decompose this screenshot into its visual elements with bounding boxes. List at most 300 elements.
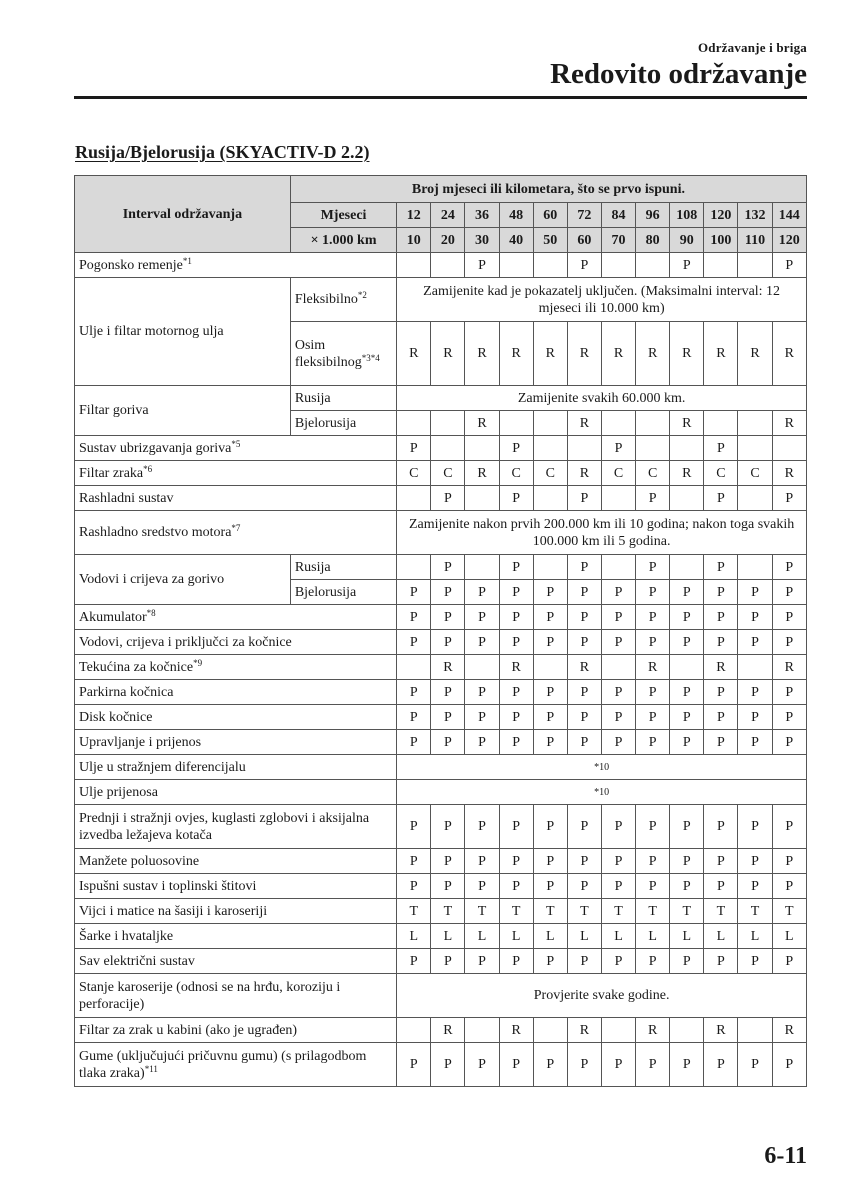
schedule-cell: R <box>772 1018 806 1043</box>
schedule-cell <box>670 1018 704 1043</box>
months-value: 72 <box>567 203 601 228</box>
item-label: Rashladni sustav <box>75 486 397 511</box>
schedule-cell: P <box>670 1043 704 1087</box>
footnote-marker: *9 <box>193 657 203 668</box>
schedule-cell: P <box>397 874 431 899</box>
item-label: Parkirna kočnica <box>75 680 397 705</box>
schedule-cell: R <box>636 1018 670 1043</box>
schedule-cell: P <box>670 730 704 755</box>
schedule-cell: C <box>499 461 533 486</box>
schedule-cell: P <box>397 605 431 630</box>
schedule-cell <box>465 486 499 511</box>
item-label: Pogonsko remenje$^{*1}$ <box>75 253 397 278</box>
schedule-cell: P <box>738 730 772 755</box>
schedule-cell <box>738 555 772 580</box>
section-title: Rusija/Bjelorusija (SKYACTIV-D 2.2) <box>75 142 370 162</box>
schedule-cell: P <box>636 805 670 849</box>
item-label: Filtar za zrak u kabini (ako je ugrađen) <box>75 1018 397 1043</box>
schedule-cell: P <box>431 949 465 974</box>
schedule-cell: P <box>704 874 738 899</box>
schedule-cell: P <box>704 805 738 849</box>
schedule-cell: T <box>670 899 704 924</box>
schedule-cell: R <box>772 461 806 486</box>
schedule-cell: P <box>636 849 670 874</box>
interval-note: Zamijenite nakon prvih 200.000 km ili 10 godina; nakon toga svakih 100.000 km ili 5 godina. <box>397 511 807 555</box>
schedule-cell: T <box>636 899 670 924</box>
schedule-cell <box>465 1018 499 1043</box>
schedule-cell: P <box>533 1043 567 1087</box>
schedule-cell: P <box>397 630 431 655</box>
schedule-cell: P <box>533 580 567 605</box>
schedule-cell: T <box>772 899 806 924</box>
schedule-cell: R <box>567 655 601 680</box>
schedule-cell: T <box>533 899 567 924</box>
schedule-cell <box>499 253 533 278</box>
maintenance-schedule-table <box>74 175 807 1087</box>
schedule-cell: P <box>601 705 635 730</box>
schedule-cell <box>670 655 704 680</box>
interval-note: Zamijenite kad je pokazatelj uključen. (Maksimalni interval: 12 mjeseci ili 10.000 km) <box>397 278 807 322</box>
months-value: 36 <box>465 203 499 228</box>
schedule-cell <box>533 486 567 511</box>
footnote-marker: *8 <box>146 607 156 618</box>
schedule-cell: P <box>465 849 499 874</box>
schedule-cell: P <box>533 705 567 730</box>
schedule-cell: P <box>772 605 806 630</box>
schedule-cell: C <box>533 461 567 486</box>
schedule-cell: C <box>601 461 635 486</box>
schedule-cell: P <box>431 705 465 730</box>
schedule-cell: R <box>704 322 738 386</box>
schedule-cell: R <box>567 322 601 386</box>
months-value: 144 <box>772 203 806 228</box>
km-value: 120 <box>772 228 806 253</box>
schedule-cell <box>567 436 601 461</box>
schedule-cell: R <box>465 322 499 386</box>
schedule-cell <box>499 411 533 436</box>
schedule-cell: P <box>772 805 806 849</box>
item-label: Sav električni sustav <box>75 949 397 974</box>
schedule-cell <box>738 436 772 461</box>
schedule-cell: P <box>670 580 704 605</box>
schedule-cell: P <box>397 705 431 730</box>
footnote-marker: *3*4 <box>361 352 380 363</box>
schedule-cell: C <box>636 461 670 486</box>
schedule-cell: P <box>567 486 601 511</box>
schedule-cell: P <box>772 555 806 580</box>
schedule-cell: P <box>397 805 431 849</box>
schedule-cell: P <box>533 630 567 655</box>
schedule-cell <box>601 655 635 680</box>
schedule-cell: L <box>431 924 465 949</box>
months-value: 48 <box>499 203 533 228</box>
schedule-cell: P <box>738 705 772 730</box>
schedule-cell: R <box>670 461 704 486</box>
schedule-cell: P <box>567 253 601 278</box>
schedule-cell: R <box>431 655 465 680</box>
schedule-cell: P <box>601 805 635 849</box>
schedule-cell: P <box>636 949 670 974</box>
schedule-cell: P <box>397 1043 431 1087</box>
schedule-cell: T <box>465 899 499 924</box>
schedule-cell: P <box>636 730 670 755</box>
schedule-cell: T <box>499 899 533 924</box>
schedule-cell: P <box>465 680 499 705</box>
schedule-cell: P <box>704 555 738 580</box>
schedule-cell: T <box>601 899 635 924</box>
schedule-cell: P <box>465 580 499 605</box>
schedule-cell: P <box>499 949 533 974</box>
schedule-cell: P <box>772 253 806 278</box>
footnote-reference: *10 <box>397 755 807 780</box>
running-header-section: Održavanje i briga <box>697 40 807 55</box>
subitem-label: Osim fleksibilnog$^{*3*4}$ <box>290 322 396 386</box>
item-label: Manžete poluosovine <box>75 849 397 874</box>
item-label: Gume (uključujući pričuvnu gumu) (s prilagodbom tlaka zraka)$^{*11}$ <box>75 1043 397 1087</box>
schedule-cell: P <box>465 705 499 730</box>
schedule-cell: C <box>397 461 431 486</box>
schedule-cell: P <box>772 680 806 705</box>
schedule-cell: P <box>499 705 533 730</box>
schedule-cell: R <box>465 461 499 486</box>
km-value: 40 <box>499 228 533 253</box>
schedule-cell: T <box>704 899 738 924</box>
schedule-cell: P <box>738 805 772 849</box>
schedule-cell: P <box>601 580 635 605</box>
schedule-cell: P <box>499 1043 533 1087</box>
schedule-cell: P <box>397 949 431 974</box>
schedule-cell: P <box>772 874 806 899</box>
schedule-cell <box>533 555 567 580</box>
schedule-cell: P <box>465 949 499 974</box>
schedule-cell: P <box>772 486 806 511</box>
schedule-cell: P <box>704 436 738 461</box>
interval-header: Interval održavanja <box>75 176 291 253</box>
schedule-cell: P <box>738 630 772 655</box>
months-value: 132 <box>738 203 772 228</box>
months-value: 60 <box>533 203 567 228</box>
footnote-marker: *6 <box>143 463 153 474</box>
footnote-marker: *11 <box>144 1063 158 1074</box>
schedule-cell: P <box>465 630 499 655</box>
schedule-cell: P <box>738 605 772 630</box>
schedule-cell <box>670 436 704 461</box>
km-value: 110 <box>738 228 772 253</box>
schedule-cell: L <box>704 924 738 949</box>
schedule-cell: P <box>397 436 431 461</box>
schedule-cell: P <box>772 730 806 755</box>
months-value: 108 <box>670 203 704 228</box>
months-value: 12 <box>397 203 431 228</box>
schedule-cell: P <box>636 580 670 605</box>
schedule-cell: P <box>567 555 601 580</box>
schedule-cell: P <box>567 580 601 605</box>
schedule-cell <box>465 655 499 680</box>
schedule-cell: P <box>499 580 533 605</box>
schedule-cell: L <box>601 924 635 949</box>
km-value: 30 <box>465 228 499 253</box>
schedule-cell <box>772 436 806 461</box>
schedule-cell <box>601 411 635 436</box>
schedule-cell <box>601 1018 635 1043</box>
schedule-cell: P <box>772 580 806 605</box>
schedule-cell <box>738 486 772 511</box>
schedule-cell <box>636 253 670 278</box>
schedule-cell: P <box>567 630 601 655</box>
schedule-cell: P <box>499 630 533 655</box>
schedule-cell: P <box>499 555 533 580</box>
schedule-cell: T <box>738 899 772 924</box>
schedule-cell: L <box>567 924 601 949</box>
schedule-cell <box>397 486 431 511</box>
schedule-cell <box>431 436 465 461</box>
schedule-cell <box>397 555 431 580</box>
schedule-cell: R <box>567 461 601 486</box>
item-label: Vodovi, crijeva i priključci za kočnice <box>75 630 397 655</box>
interval-description-header: Broj mjeseci ili kilometara, što se prvo ispuni. <box>290 176 806 203</box>
item-label: Akumulator$^{*8}$ <box>75 605 397 630</box>
footnote-marker: *2 <box>357 290 367 300</box>
schedule-cell: P <box>499 730 533 755</box>
months-value: 96 <box>636 203 670 228</box>
schedule-cell: P <box>636 705 670 730</box>
item-label: Filtar goriva <box>75 386 291 436</box>
schedule-cell: P <box>465 253 499 278</box>
schedule-cell: P <box>704 580 738 605</box>
schedule-cell: R <box>499 655 533 680</box>
schedule-cell: P <box>670 874 704 899</box>
months-value: 24 <box>431 203 465 228</box>
schedule-cell: P <box>704 630 738 655</box>
km-label: × 1.000 km <box>290 228 396 253</box>
schedule-cell: P <box>601 730 635 755</box>
schedule-cell: P <box>772 949 806 974</box>
schedule-cell: P <box>499 874 533 899</box>
schedule-cell: L <box>397 924 431 949</box>
schedule-cell: P <box>499 805 533 849</box>
schedule-cell: P <box>567 605 601 630</box>
schedule-cell: R <box>431 322 465 386</box>
schedule-cell: P <box>499 849 533 874</box>
schedule-cell: P <box>465 1043 499 1087</box>
schedule-cell <box>431 411 465 436</box>
schedule-cell <box>738 1018 772 1043</box>
schedule-cell: R <box>738 322 772 386</box>
months-label: Mjeseci <box>290 203 396 228</box>
km-value: 50 <box>533 228 567 253</box>
item-label: Vodovi i crijeva za gorivo <box>75 555 291 605</box>
schedule-cell: P <box>738 849 772 874</box>
schedule-cell <box>533 411 567 436</box>
item-label: Vijci i matice na šasiji i karoseriji <box>75 899 397 924</box>
schedule-cell: P <box>533 874 567 899</box>
km-value: 70 <box>601 228 635 253</box>
schedule-cell: T <box>431 899 465 924</box>
schedule-cell: L <box>738 924 772 949</box>
schedule-cell <box>431 253 465 278</box>
months-value: 84 <box>601 203 635 228</box>
schedule-cell: P <box>431 580 465 605</box>
schedule-cell: L <box>465 924 499 949</box>
subitem-label: Rusija <box>290 555 396 580</box>
schedule-cell: P <box>738 874 772 899</box>
schedule-cell <box>465 555 499 580</box>
km-value: 60 <box>567 228 601 253</box>
schedule-cell: R <box>499 322 533 386</box>
schedule-cell: P <box>465 874 499 899</box>
schedule-cell: P <box>431 874 465 899</box>
months-value: 120 <box>704 203 738 228</box>
schedule-cell: P <box>601 680 635 705</box>
schedule-cell: C <box>704 461 738 486</box>
schedule-cell: P <box>704 849 738 874</box>
schedule-cell: P <box>636 486 670 511</box>
schedule-cell: R <box>670 322 704 386</box>
subitem-label: Rusija <box>290 386 396 411</box>
schedule-cell: P <box>636 605 670 630</box>
schedule-cell: R <box>397 322 431 386</box>
schedule-cell: C <box>431 461 465 486</box>
schedule-cell: P <box>636 874 670 899</box>
subitem-label: Bjelorusija <box>290 580 396 605</box>
schedule-cell <box>601 486 635 511</box>
schedule-cell <box>704 411 738 436</box>
schedule-cell: P <box>601 436 635 461</box>
schedule-cell: P <box>738 680 772 705</box>
schedule-cell: P <box>704 486 738 511</box>
page-number: 6-11 <box>764 1143 807 1169</box>
footnote-marker: *5 <box>231 438 241 449</box>
schedule-cell: P <box>499 436 533 461</box>
km-value: 10 <box>397 228 431 253</box>
schedule-cell: P <box>431 486 465 511</box>
schedule-cell <box>670 486 704 511</box>
schedule-cell: R <box>567 1018 601 1043</box>
schedule-cell: P <box>636 680 670 705</box>
schedule-cell: R <box>431 1018 465 1043</box>
schedule-cell <box>738 655 772 680</box>
schedule-cell: L <box>772 924 806 949</box>
schedule-cell: P <box>431 605 465 630</box>
subitem-label: Bjelorusija <box>290 411 396 436</box>
schedule-cell: P <box>772 849 806 874</box>
schedule-cell: P <box>499 486 533 511</box>
schedule-cell: P <box>465 805 499 849</box>
schedule-cell <box>704 253 738 278</box>
schedule-cell: P <box>499 680 533 705</box>
item-label: Ispušni sustav i toplinski štitovi <box>75 874 397 899</box>
schedule-cell <box>465 436 499 461</box>
item-label: Stanje karoserije (odnosi se na hrđu, koroziju i perforacije) <box>75 974 397 1018</box>
schedule-cell: P <box>601 1043 635 1087</box>
schedule-cell: P <box>533 730 567 755</box>
schedule-cell <box>397 655 431 680</box>
schedule-cell <box>636 436 670 461</box>
item-label: Šarke i hvataljke <box>75 924 397 949</box>
km-value: 100 <box>704 228 738 253</box>
schedule-cell: T <box>567 899 601 924</box>
schedule-cell: P <box>636 630 670 655</box>
km-value: 90 <box>670 228 704 253</box>
schedule-cell <box>738 253 772 278</box>
schedule-cell: R <box>704 1018 738 1043</box>
schedule-cell: L <box>636 924 670 949</box>
page-title: Redovito održavanje <box>550 58 807 90</box>
schedule-cell: T <box>397 899 431 924</box>
schedule-cell: R <box>772 322 806 386</box>
schedule-cell: P <box>738 1043 772 1087</box>
schedule-cell: P <box>397 680 431 705</box>
schedule-cell: P <box>567 805 601 849</box>
schedule-cell: P <box>738 949 772 974</box>
schedule-cell <box>533 1018 567 1043</box>
schedule-cell: P <box>431 1043 465 1087</box>
schedule-cell: P <box>772 1043 806 1087</box>
schedule-cell: P <box>704 730 738 755</box>
schedule-cell <box>601 555 635 580</box>
schedule-cell <box>636 411 670 436</box>
schedule-cell <box>397 411 431 436</box>
schedule-cell: P <box>670 253 704 278</box>
schedule-cell: P <box>533 849 567 874</box>
schedule-cell: P <box>670 630 704 655</box>
schedule-cell: C <box>738 461 772 486</box>
schedule-cell: R <box>499 1018 533 1043</box>
item-label: Tekućina za kočnice$^{*9}$ <box>75 655 397 680</box>
footnote-reference: *10 <box>397 780 807 805</box>
item-label: Ulje u stražnjem diferencijalu <box>75 755 397 780</box>
item-label: Filtar zraka$^{*6}$ <box>75 461 397 486</box>
schedule-cell: P <box>636 555 670 580</box>
schedule-cell: P <box>431 849 465 874</box>
schedule-cell: P <box>397 580 431 605</box>
schedule-cell: P <box>533 680 567 705</box>
km-value: 80 <box>636 228 670 253</box>
schedule-cell: P <box>431 555 465 580</box>
schedule-cell: P <box>704 1043 738 1087</box>
schedule-cell: P <box>397 849 431 874</box>
schedule-cell: P <box>704 705 738 730</box>
schedule-cell: P <box>670 849 704 874</box>
schedule-cell <box>533 436 567 461</box>
schedule-cell: P <box>636 1043 670 1087</box>
schedule-cell: P <box>601 874 635 899</box>
schedule-cell: R <box>533 322 567 386</box>
schedule-cell: P <box>567 680 601 705</box>
schedule-cell: P <box>704 680 738 705</box>
schedule-cell: P <box>670 680 704 705</box>
schedule-cell: P <box>567 1043 601 1087</box>
subitem-label: Fleksibilno$^{*2}$ <box>290 278 396 322</box>
schedule-cell: R <box>601 322 635 386</box>
schedule-cell: P <box>738 580 772 605</box>
schedule-cell: R <box>772 655 806 680</box>
schedule-cell: P <box>397 730 431 755</box>
schedule-cell: P <box>533 949 567 974</box>
schedule-cell: P <box>670 705 704 730</box>
schedule-cell: P <box>601 605 635 630</box>
item-label: Upravljanje i prijenos <box>75 730 397 755</box>
schedule-cell <box>397 253 431 278</box>
schedule-cell: R <box>772 411 806 436</box>
schedule-cell: P <box>431 730 465 755</box>
schedule-cell: P <box>465 605 499 630</box>
schedule-cell: P <box>567 949 601 974</box>
schedule-cell: R <box>465 411 499 436</box>
schedule-cell: P <box>499 605 533 630</box>
interval-note: Zamijenite svakih 60.000 km. <box>397 386 807 411</box>
schedule-cell: R <box>567 411 601 436</box>
